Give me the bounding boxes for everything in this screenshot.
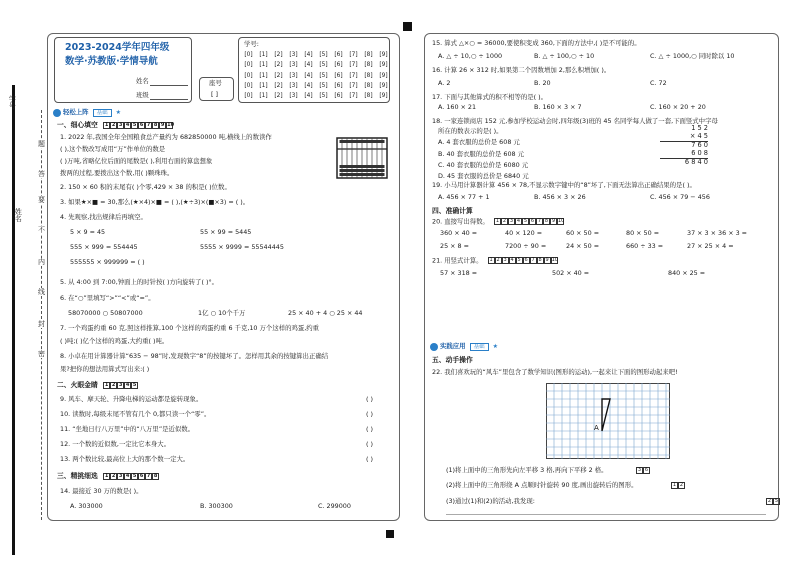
judge-12-answer[interactable]: ( ): [366, 440, 374, 448]
q14-option-a[interactable]: A. 303000: [70, 502, 103, 510]
strip-student-no: 学号: [8, 95, 17, 109]
judge-11: 11. “坐地日行八万里”中的“八万里”是近似数。: [60, 425, 195, 433]
q14-option-b[interactable]: B. 300300: [200, 502, 233, 510]
q17-option-b[interactable]: B. 160 × 3 × 7: [534, 103, 582, 111]
registration-mark-bottom: [386, 530, 394, 538]
q18-option-d[interactable]: D. 45 套衣服的总价是 6840 元: [438, 172, 529, 180]
name-field[interactable]: [150, 85, 188, 86]
vertical-calculation: [660, 125, 708, 167]
q15-option-b[interactable]: B. △ ÷ 100,○ ÷ 10: [534, 52, 595, 60]
star-icon: ★: [492, 343, 498, 351]
q15-option-a[interactable]: A. △ ÷ 10,○ ÷ 1000: [438, 52, 503, 60]
q1-line2: ( ),这个数改写成用“万”作单位的数是: [60, 145, 166, 153]
abacus-image: [336, 137, 388, 179]
student-id-grid[interactable]: [243, 50, 389, 102]
calc-row: 6 0 8: [660, 150, 708, 159]
q6-b: 1亿 ○ 10个千万: [198, 309, 246, 317]
lightbulb-icon: [430, 343, 438, 351]
calc-20-4: 80 × 50 =: [626, 229, 660, 237]
strip-name: 姓名: [14, 208, 23, 222]
grid-figure[interactable]: [546, 383, 670, 459]
q14: 14. 最接近 30 万的数是( )。: [60, 487, 143, 495]
strip-char-4: 不: [38, 226, 45, 234]
header-title-year: 2023-2024学年四年级: [65, 42, 170, 53]
section-banner-practice: 实践应用 基础 ★: [430, 342, 498, 352]
calc-row: 1 5 2: [691, 124, 708, 132]
q18-line2: 所在的数表示的是( )。: [438, 127, 503, 135]
sid-row: [0] [1] [2] [3] [4] [5] [6] [7] [8] [9]: [244, 72, 388, 79]
q17-option-a[interactable]: A. 160 × 21: [438, 103, 477, 111]
q19-option-c[interactable]: C. 456 × 79 − 456: [650, 193, 710, 201]
calc-20-10: 27 × 25 × 4 =: [687, 242, 734, 250]
section-5-title: 五、动手操作: [432, 356, 473, 364]
pencil-icon: [53, 109, 61, 117]
q7-line2: ( )吨;( )亿个这样的鸡蛋,大约重( )吨。: [60, 337, 169, 345]
calc-row: 7 6 0: [691, 140, 708, 149]
q4-row2-right: 5555 × 9999 = 55544445: [200, 243, 284, 251]
section-3-title: 三、精挑细选 1 2 3 4 5 6 7 8: [57, 472, 158, 480]
q1-line1: 1. 2022 年,我国全年全国粮食总产量约为 682850000 吨,横线上的数读作: [60, 133, 272, 141]
q8-line2: 果?把你的想法用算式写出来:( ): [60, 365, 150, 373]
q22-part2: (2)将上面中的三角形绕 A 点顺时针旋转 90 度,画出旋转后的图形。: [446, 481, 638, 489]
q19-option-b[interactable]: B. 456 × 3 × 26: [534, 193, 586, 201]
score-boxes: 1 2 3 4 5 6 7 8 9 10: [489, 257, 558, 263]
q4: 4. 先观察,找出规律后再填空。: [60, 213, 147, 221]
strip-char-5: 内: [38, 258, 45, 266]
q1-line3: ( )万吨,省略亿位后面的尾数是( ),利用右面的算盘想象: [60, 157, 213, 165]
section-4-title: 四、准确计算: [432, 207, 473, 215]
seat-label: 座号: [209, 79, 222, 87]
calc-21-1: 57 × 318 =: [440, 269, 478, 277]
strip-char-8: 密: [38, 350, 45, 358]
judge-13: 13. 两个数比较,最高位上大的那个数一定大。: [60, 455, 190, 463]
q6-a: 58070000 ○ 50807000: [68, 309, 143, 317]
judge-10-answer[interactable]: ( ): [366, 410, 374, 418]
q22-part3: (3)通过(1)和(2)的活动,我发现:: [446, 497, 535, 505]
judge-9: 9. 风车、摩天轮、升降电梯的运动都是旋转现象。: [60, 395, 203, 403]
class-field[interactable]: [150, 99, 188, 100]
q7-line1: 7. 一个鸡蛋约重 60 克,照这样推算,100 个这样的鸡蛋约重 6 千克,10 万个这样的鸡蛋,约重: [60, 324, 320, 332]
section-1-title: 一、细心填空 1 2 3 4 5 6 7 8 9 10: [57, 121, 175, 129]
student-id-label: 学号:: [244, 40, 259, 48]
calc-20-8: 24 × 50 =: [566, 242, 600, 250]
calc-20-1: 360 × 40 =: [440, 229, 478, 237]
q18-option-b[interactable]: B. 40 套衣服的总价是 608 元: [438, 150, 524, 158]
q4-row1-left: 5 × 9 = 45: [70, 228, 106, 236]
strip-char-1: 题: [38, 140, 45, 148]
q4-row1-right: 55 × 99 = 5445: [200, 228, 252, 236]
score-boxes: 1 2 3 4 5: [104, 381, 137, 388]
calc-20-2: 40 × 120 =: [505, 229, 543, 237]
strip-char-7: 封: [38, 320, 45, 328]
q4-row2-left: 555 × 999 = 554445: [70, 243, 138, 251]
q14-option-c[interactable]: C. 299000: [318, 502, 351, 510]
score-boxes: 2 5: [767, 498, 779, 504]
q15: 15. 算式 △×○ = 36000,要使积变成 360,下面的方法中,( )是不可能的。: [432, 39, 641, 47]
score-boxes: 1 2: [672, 482, 684, 488]
calc-21-3: 840 × 25 =: [668, 269, 706, 277]
section-2-title: 二、火眼金睛 1 2 3 4 5: [57, 381, 137, 389]
binding-bar: [12, 85, 15, 555]
score-boxes: 1 2 3 4 5 6 7 8: [104, 472, 158, 479]
class-label: 班级: [136, 91, 149, 99]
judge-13-answer[interactable]: ( ): [366, 455, 374, 463]
name-label: 姓名: [136, 77, 149, 85]
q16: 16. 计算 26 × 312 时,如果第二个因数增加 2,那么积增加( )。: [432, 66, 611, 74]
score-boxes: 1 2 3 4 5 6 7 8 9 10: [104, 121, 175, 128]
point-a-label: A: [594, 424, 599, 432]
sid-row: [0] [1] [2] [3] [4] [5] [6] [7] [8] [9]: [244, 51, 388, 58]
q4-row3: 555555 × 999999 = ( ): [70, 258, 145, 266]
calc-20-7: 7200 ÷ 90 =: [505, 242, 547, 250]
q5: 5. 从 4:00 到 7:00,钟面上的时针按( )方向旋转了( )°。: [60, 278, 219, 286]
q18-option-c[interactable]: C. 40 套衣服的总价是 6080 元: [438, 161, 529, 169]
calc-row: 6 8 4 0: [684, 157, 708, 166]
q18-line1: 18. 一家连锁商店 152 元,参加学校运动会时,四年级(3)班的 45 名同学每人做了一套,下面竖式中字母: [432, 117, 718, 125]
calc-21-2: 502 × 40 =: [552, 269, 590, 277]
calc-20-9: 660 ÷ 33 =: [626, 242, 664, 250]
calc-row: × 4 5: [660, 133, 708, 142]
calc-20-5: 37 × 3 × 36 × 3 =: [687, 229, 748, 237]
q22: 22. 我们喜欢玩的“风车”里包含了数学知识(图形的运动),一起来让下面的图形动起来吧!: [432, 368, 678, 376]
q17-option-c[interactable]: C. 160 × 20 + 20: [650, 103, 706, 111]
judge-10: 10. 读数时,每级末尾不管有几个 0,都只读一个“零”。: [60, 410, 211, 418]
q19: 19. 小马用计算器计算 456 × 78,不显示数字键中的“8”坏了,下面无法算出正确结果的是( )。: [432, 181, 696, 189]
score-boxes: 1 2 3 4 5 6 7 8 9 10: [495, 218, 565, 224]
q17: 17. 下面与其他算式的积不相等的是( )。: [432, 93, 548, 101]
q22-answer-line[interactable]: [446, 514, 766, 515]
q21-label: 21. 用竖式计算。 1 2 3 4 5 6 7 8 9 10: [432, 256, 558, 265]
sid-row: [0] [1] [2] [3] [4] [5] [6] [7] [8] [9]: [244, 62, 388, 69]
sid-row: [0] [1] [2] [3] [4] [5] [6] [7] [8] [9]: [244, 93, 388, 100]
star-icon: ★: [115, 109, 121, 117]
q15-option-c[interactable]: C. △ ÷ 1000,○ 同时除以 10: [650, 52, 735, 60]
strip-char-6: 线: [38, 288, 45, 296]
q8-line1: 8. 小卓在用计算器计算“635 − 98”时,发现数字“8”的按键坏了。怎样用其余的按键算出正确结: [60, 352, 329, 360]
q6: 6. 在“○”里填写“>”“<”或“=”。: [60, 294, 155, 302]
q20-label: 20. 直接写出得数。 1 2 3 4 5 6 7 8 9 10: [432, 217, 565, 226]
strip-char-3: 要: [38, 196, 45, 204]
q16-option-b[interactable]: B. 20: [534, 79, 551, 87]
strip-char-2: 答: [38, 170, 45, 178]
q1-line4: 拨两的过程,要拨出这个数,用( )颗珠珠。: [60, 169, 174, 177]
q2: 2. 150 × 60 积的末尾有( )个零,429 × 38 的积是( )位数。: [60, 183, 231, 191]
q3: 3. 如果★×■ = 30,那么(★×4)×■ = ( ),(★÷3)×(■×3) = ( )。: [60, 198, 250, 206]
calc-20-6: 25 × 8 =: [440, 242, 470, 250]
q16-option-c[interactable]: C. 72: [650, 79, 667, 87]
q18-option-a[interactable]: A. 4 套衣服的总价是 608 元: [438, 138, 520, 146]
q6-c: 25 × 40 + 4 ○ 25 × 44: [288, 309, 363, 317]
q19-option-a[interactable]: A. 456 × 77 + 1: [438, 193, 490, 201]
registration-mark-top: [403, 22, 412, 31]
judge-12: 12. 一个数的近似数,一定比它本身大。: [60, 440, 171, 448]
judge-9-answer[interactable]: ( ): [366, 395, 374, 403]
score-boxes: 3 6: [637, 467, 649, 473]
seat-value[interactable]: [ ]: [211, 90, 219, 98]
sid-row: [0] [1] [2] [3] [4] [5] [6] [7] [8] [9]: [244, 82, 388, 89]
header-title-subject: 数学·苏教版·学情导航: [65, 56, 158, 67]
calc-20-3: 60 × 50 =: [566, 229, 600, 237]
judge-11-answer[interactable]: ( ): [366, 425, 374, 433]
q22-part1: (1)将上面中的三角形先向左平移 3 格,再向下平移 2 格。: [446, 466, 608, 474]
section-banner-basic: 轻松上阵 基础 ★: [53, 108, 121, 118]
q16-option-a[interactable]: A. 2: [438, 79, 451, 87]
